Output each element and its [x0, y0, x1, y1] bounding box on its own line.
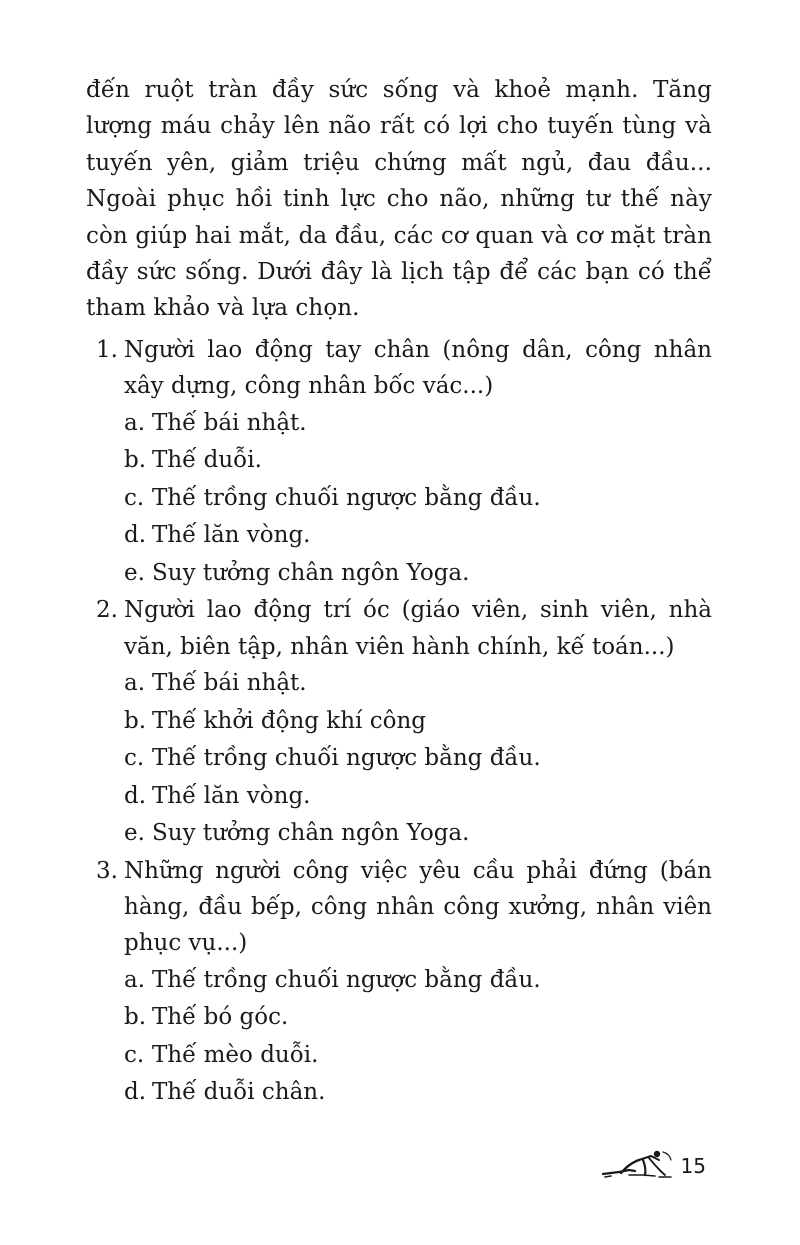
- option-letter: a.: [124, 966, 146, 993]
- option-letter: a.: [124, 409, 146, 436]
- section-number: 3.: [96, 857, 118, 884]
- option-text: Thế khởi động khí công: [152, 707, 426, 734]
- list-item: [86, 815, 712, 853]
- option-letter: b.: [124, 1004, 147, 1031]
- option-text: Suy tưởng chân ngôn Yoga.: [152, 559, 470, 586]
- option-text: Thế trồng chuối ngược bằng đầu.: [152, 745, 541, 772]
- list-item: [86, 778, 712, 816]
- option-list: [86, 405, 712, 593]
- list-item: [86, 1074, 712, 1112]
- option-letter: d.: [124, 522, 147, 549]
- schedule-section-2: [86, 592, 712, 852]
- list-item: [86, 665, 712, 703]
- option-letter: e.: [124, 820, 145, 847]
- option-text: Thế duỗi chân.: [152, 1079, 326, 1106]
- list-item: [86, 555, 712, 593]
- list-item: [86, 480, 712, 518]
- option-list: [86, 962, 712, 1112]
- list-item: [86, 1037, 712, 1075]
- list-item: [86, 703, 712, 741]
- option-text: Thế trồng chuối ngược bằng đầu.: [152, 966, 541, 993]
- option-letter: c.: [124, 745, 145, 772]
- section-number: 1.: [96, 337, 118, 363]
- option-text: Thế bái nhật.: [152, 409, 307, 436]
- option-list: [86, 665, 712, 853]
- option-letter: c.: [124, 484, 145, 511]
- option-letter: a.: [124, 670, 146, 697]
- page-footer: [599, 1148, 706, 1182]
- section-title: Người lao động tay chân (nông dân, công nhân xây dựng, công nhân bốc vác...): [124, 337, 712, 400]
- option-text: Thế bó góc.: [152, 1004, 289, 1031]
- option-letter: b.: [124, 707, 147, 734]
- option-letter: d.: [124, 1079, 147, 1106]
- section-heading: [86, 592, 712, 665]
- option-text: Thế mèo duỗi.: [152, 1041, 319, 1068]
- list-item: [86, 405, 712, 443]
- option-letter: e.: [124, 559, 145, 586]
- option-letter: c.: [124, 1041, 145, 1068]
- intro-paragraph: đến ruột tràn đầy sức sống và khoẻ mạnh. Tăng lượng máu chảy lên não rất có lợi cho tuyến tùng và tuyến yên, giảm triệu chứng mất ngủ, đau đầu... Ngoài phục hồi tinh lực cho não, những tư thế này còn giúp hai mắt, da đầu, các cơ quan và cơ mặt tràn đầy sức sống. Dưới đây là lịch tập để các bạn có thể tham khảo và lựa chọn.: [86, 77, 712, 322]
- schedule-list: [86, 332, 712, 1112]
- option-text: Thế lăn vòng.: [152, 782, 311, 809]
- option-text: Thế trồng chuối ngược bằng đầu.: [152, 484, 541, 511]
- section-heading: [86, 853, 712, 962]
- list-item: [86, 442, 712, 480]
- option-text: Thế duỗi.: [152, 447, 262, 474]
- schedule-section-1: [86, 332, 712, 592]
- page-number: 15: [680, 1154, 706, 1178]
- option-text: Suy tưởng chân ngôn Yoga.: [152, 820, 470, 847]
- option-text: Thế lăn vòng.: [152, 522, 311, 549]
- list-item: [86, 517, 712, 555]
- section-title: Những người công việc yêu cầu phải đứng (bán hàng, đầu bếp, công nhân công xưởng, nhân viên phục vụ...): [124, 857, 712, 957]
- list-item: [86, 740, 712, 778]
- list-item: [86, 962, 712, 1000]
- section-heading: [86, 332, 712, 405]
- section-number: 2.: [96, 597, 118, 624]
- option-text: Thế bái nhật.: [152, 670, 307, 697]
- schedule-section-3: [86, 853, 712, 1112]
- yoga-pose-ornament-icon: [599, 1148, 677, 1182]
- section-title: Người lao động trí óc (giáo viên, sinh viên, nhà văn, biên tập, nhân viên hành chính, kế toán...): [124, 597, 712, 660]
- list-item: [86, 999, 712, 1037]
- option-letter: d.: [124, 782, 147, 809]
- option-letter: b.: [124, 447, 147, 474]
